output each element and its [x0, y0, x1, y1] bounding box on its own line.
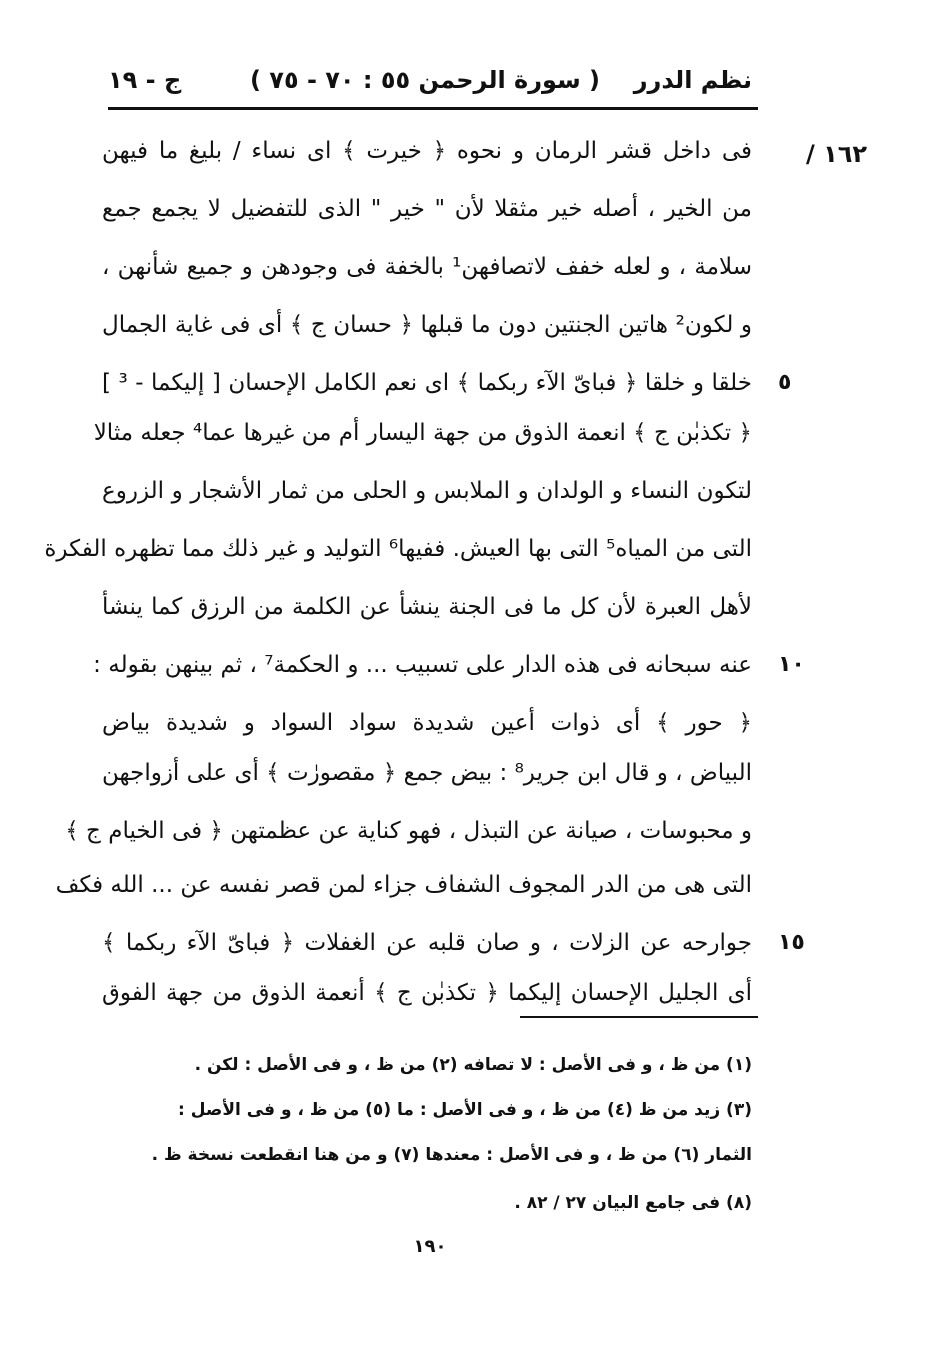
surah-reference: ( سورة الرحمن ٥٥ : ٧٠ - ٧٥ ) [249, 66, 600, 94]
body-line-1: فى داخل قشر الرمان و نحوه ﴿ خيرت ﴾ اى نساء / بليغ ما فيهن [102, 138, 752, 164]
body-line-14: التى هى من الدر المجوف الشفاف جزاء لمن قصر نفسه عن ... الله فكف [55, 872, 752, 898]
body-line-12: البياض ، و قال ابن جرير⁸ : بيض جمع ﴿ مقصورٰت ﴾ أى على أزواجهن [102, 760, 752, 786]
footnote-line-4: (٨) فى جامع البيان ٢٧ / ٨٢ . [514, 1193, 752, 1213]
header-rule [108, 107, 758, 110]
body-line-3: سلامة ، و لعله خفف لاتصافهن¹ بالخفة فى وجودهن و جميع شأنهن ، [102, 254, 752, 280]
body-line-15: جوارحه عن الزلات ، و صان قلبه عن الغفلات ﴿ فباىّ الآء ربكما ﴾ [102, 930, 752, 956]
body-line-4: و لكون² هاتين الجنتين دون ما قبلها ﴿ حسان ج ﴾ أى فى غاية الجمال [102, 312, 752, 338]
footnote-line-1: (١) من ظ ، و فى الأصل : لا تصافه (٢) من ظ ، و فى الأصل : لكن . [194, 1055, 752, 1075]
body-line-6: ﴿ تكذبٰن ج ﴾ انعمة الذوق من جهة اليسار أم من غيرها عما⁴ جعله مثالا [93, 420, 752, 446]
body-line-5: خلقا و خلقا ﴿ فباىّ الآء ربكما ﴾ اى نعم الكامل الإحسان [ إليكما - ³ ] [102, 370, 752, 396]
body-line-2: من الخير ، أصله خير مثقلا لأن " خير " الذى للتفضيل لا يجمع جمع [102, 196, 752, 222]
line-number-5: ٥ [778, 370, 792, 395]
footnote-line-2: (٣) زيد من ظ (٤) من ظ ، و فى الأصل : ما (٥) من ظ ، و فى الأصل : [178, 1100, 752, 1120]
body-line-7: لتكون النساء و الولدان و الملابس و الحلى من ثمار الأشجار و الزروع [102, 478, 752, 504]
footnote-rule [520, 1016, 758, 1018]
body-line-8: التى من المياه⁵ التى بها العيش. ففيها⁶ التوليد و غير ذلك مما تظهره الفكرة [44, 536, 752, 562]
volume-page-label: ج - ١٩ [108, 66, 182, 94]
body-line-11: ﴿ حور ﴾ أى ذوات أعين شديدة سواد السواد و شديدة بياض [102, 710, 752, 736]
page-number: ١٩٠ [413, 1236, 447, 1257]
line-number-10: ١٠ [778, 652, 805, 677]
manuscript-page-reference: ١٦٢ / [806, 140, 868, 168]
footnote-line-3: الثمار (٦) من ظ ، و فى الأصل : معندها (٧) و من هنا انقطعت نسخة ظ . [151, 1145, 752, 1165]
line-number-15: ١٥ [778, 930, 805, 955]
body-line-13: و محبوسات ، صيانة عن التبذل ، فهو كناية عن عظمتهن ﴿ فى الخيام ج ﴾ [65, 818, 752, 844]
body-line-10: عنه سبحانه فى هذه الدار على تسبيب ... و الحكمة⁷ ، ثم بينهن بقوله : [93, 652, 752, 678]
body-line-9: لأهل العبرة لأن كل ما فى الجنة ينشأ عن الكلمة من الرزق كما ينشأ [102, 594, 752, 620]
running-title: نظم الدرر [633, 66, 752, 94]
body-line-16: أى الجليل الإحسان إليكما ﴿ تكذبٰن ج ﴾ أنعمة الذوق من جهة الفوق [102, 980, 752, 1006]
